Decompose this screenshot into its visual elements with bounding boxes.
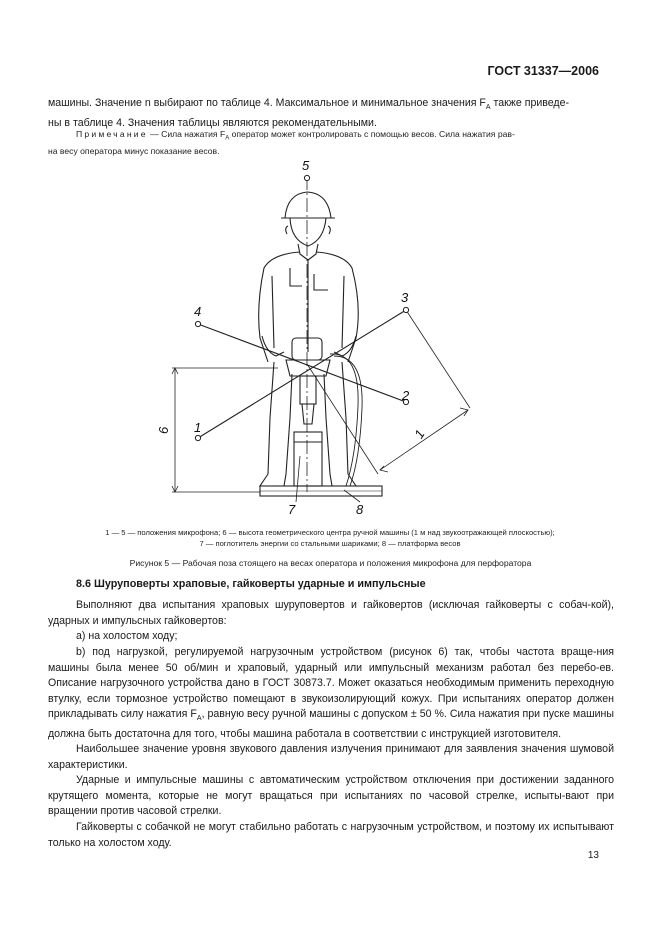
figure-title: Рисунок 5 — Рабочая поза стоящего на весах оператора и положения микрофона для перфоратора bbox=[129, 558, 532, 568]
label-8: 8 bbox=[356, 502, 364, 517]
intro-line1-end: также приведе- bbox=[490, 97, 570, 109]
intro-paragraph bbox=[48, 96, 614, 131]
label-1m: 1 bbox=[411, 426, 428, 442]
note-text-a: — Сила нажатия F bbox=[147, 129, 226, 139]
label-4: 4 bbox=[194, 304, 202, 319]
note-paragraph bbox=[48, 128, 614, 158]
figure-caption bbox=[40, 527, 620, 549]
item-b-sub: A bbox=[196, 715, 202, 723]
mic-point-5 bbox=[304, 175, 309, 180]
label-3: 3 bbox=[401, 290, 409, 305]
section-heading: 8.6 Шуруповерты храповые, гайковерты ударные и импульсные bbox=[76, 578, 426, 590]
section-paragraph-3: Ударные и импульсные машины с автоматическим устройством отключения при достижении заданного крутящего момента, которые не могут вращаться при испытаниях по часовой стрелке, испыты-вают при вращении против часовой стрелки. bbox=[48, 774, 614, 818]
item-b-text-1: b) под нагрузкой, регулируемой нагрузочным устройством (рисунок 6) так, чтобы частота враще-ния машины была менее 50 об/мин и храповый, ударный или импульсный механизм работал без перебо-ев. Описание нагрузочного устройства дано в ГОСТ 30873.7. Может оказаться необходимым применить переходную втулку, если тормозное устройство помещают в звукоизолирующий кожух. При испытаниях оператор должен прикладывать силу нажатия F bbox=[48, 646, 614, 721]
section-paragraph-4: Гайковерты с собачкой не могут стабильно работать с нагрузочным устройством, и поэтому их испытывают только на холостом ходу. bbox=[48, 821, 614, 849]
label-1: 1 bbox=[194, 420, 202, 435]
intro-line1: машины. Значение n выбирают по таблице 4. Максимальное и минимальное значения F bbox=[48, 97, 486, 109]
mic-point-4 bbox=[195, 321, 200, 326]
operator-figure bbox=[150, 156, 510, 522]
section-paragraph-1: Выполняют два испытания храповых шуруповертов и гайковертов (исключая гайковерты с собач-кой), ударных и импульсных гайковертов: bbox=[48, 599, 614, 627]
helmet bbox=[285, 192, 331, 218]
caption-line1: 1 — 5 — положения микрофона; 6 — высота геометрического центра ручной машины (1 м над звукоотражающей плоскостью); bbox=[105, 528, 555, 537]
hose bbox=[330, 354, 358, 486]
mic-point-1 bbox=[195, 435, 200, 440]
standard-number: ГОСТ 31337—2006 bbox=[487, 64, 599, 78]
label-7: 7 bbox=[288, 502, 296, 517]
item-b-text-2: , равную весу ручной машины с допуском ± 50 %. Сила нажатия при пуске машины должна быть достаточна для того, чтобы машина работала в соответствии с инструкцией изготовителя. bbox=[48, 708, 614, 741]
intro-sub: A bbox=[485, 104, 491, 112]
note-sub: A bbox=[225, 135, 230, 142]
mic-point-3 bbox=[403, 307, 408, 312]
label-2: 2 bbox=[402, 388, 410, 403]
note-line2: на весу оператора минус показание весов. bbox=[48, 146, 220, 157]
ray-1-3 bbox=[198, 310, 406, 438]
intro-line2: ны в таблице 4. Значения таблицы являются рекомендательными. bbox=[48, 116, 377, 129]
label-6: 6 bbox=[156, 426, 171, 434]
note-text-b: оператор может контролировать с помощью весов. Сила нажатия рав- bbox=[229, 129, 515, 139]
ray-4-2 bbox=[198, 324, 406, 402]
page-number: 13 bbox=[587, 850, 599, 861]
caption-line2: 7 — поглотитель энергии со стальными шариками; 8 — платформа весов bbox=[199, 539, 461, 548]
list-item-a: a) на холостом ходу; bbox=[76, 630, 178, 642]
label-5: 5 bbox=[302, 158, 310, 173]
section-paragraph-2: Наибольшее значение уровня звукового давления излучения принимают для заявления значения шумовой характеристики. bbox=[48, 743, 614, 771]
note-label: Примечание bbox=[76, 129, 148, 139]
list-item-b bbox=[48, 645, 614, 743]
